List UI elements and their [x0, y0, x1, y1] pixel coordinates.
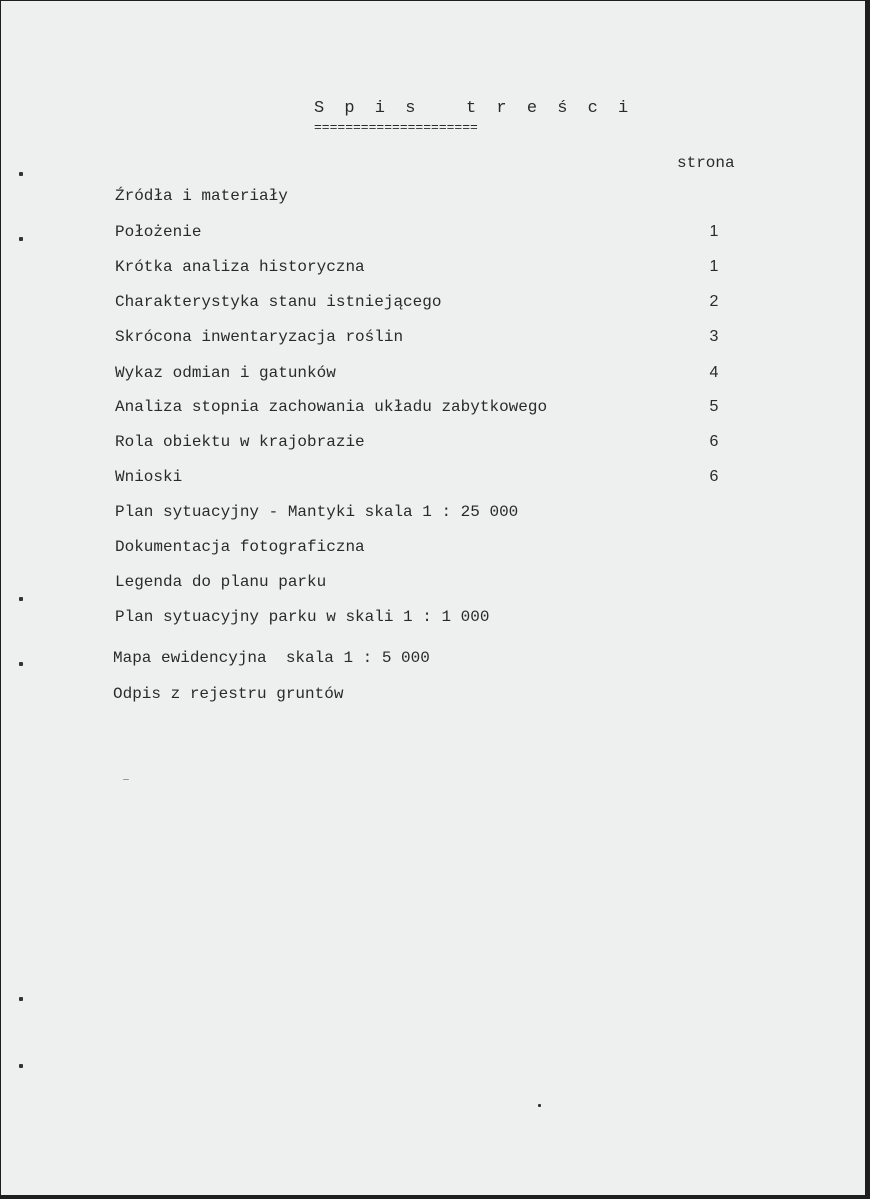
toc-entry-label: Legenda do planu parku [115, 573, 327, 591]
toc-entry-label: Skrócona inwentaryzacja roślin [115, 328, 404, 346]
page-title: S p i s t r e ś c i [314, 99, 634, 118]
toc-entry [1, 649, 865, 673]
toc-entry [1, 398, 865, 422]
toc-entry-label: Położenie [115, 223, 202, 241]
toc-entry-label: Dokumentacja fotograficzna [115, 538, 365, 556]
toc-entry [1, 608, 865, 632]
scan-mark [19, 237, 23, 241]
toc-entry [1, 328, 865, 352]
toc-entry-label: Źródła i materiały [115, 187, 288, 205]
document-page [1, 1, 865, 1195]
toc-entry-label: Plan sytuacyjny - Mantyki skala 1 : 25 000 [115, 503, 519, 521]
title-underline: ===================== [314, 120, 478, 135]
scan-mark [19, 1064, 23, 1068]
toc-entry [1, 503, 865, 527]
scan-mark [19, 597, 23, 601]
toc-entry [1, 468, 865, 492]
toc-entry-label: Rola obiektu w krajobrazie [115, 433, 365, 451]
toc-entry-page: 3 [709, 328, 719, 345]
scan-mark [19, 172, 23, 176]
toc-entry [1, 364, 865, 388]
toc-entry-label: Analiza stopnia zachowania układu zabytkowego [115, 398, 548, 416]
toc-entry-label: Mapa ewidencyjna skala 1 : 5 000 [113, 649, 430, 667]
toc-entry-page: 1 [709, 223, 719, 240]
page-column-header: strona [677, 154, 735, 172]
toc-entry-label: Krótka analiza historyczna [115, 258, 365, 276]
toc-entry [1, 573, 865, 597]
toc-entry-page: 6 [709, 468, 719, 485]
toc-entry [1, 223, 865, 247]
scan-mark [19, 997, 23, 1001]
toc-entry [1, 258, 865, 282]
toc-entry-page: 6 [709, 433, 719, 450]
toc-entry-label: Charakterystyka stanu istniejącego [115, 293, 442, 311]
toc-entry [1, 293, 865, 317]
toc-entry-label: Plan sytuacyjny parku w skali 1 : 1 000 [115, 608, 490, 626]
toc-entry [1, 538, 865, 562]
toc-entry [1, 187, 865, 211]
toc-entry [1, 433, 865, 457]
toc-entry-label: Wnioski [115, 468, 183, 486]
toc-entry-label: Odpis z rejestru gruntów [113, 685, 344, 703]
toc-entry-page: 5 [709, 398, 719, 415]
scan-mark [123, 779, 129, 780]
toc-entry-page: 4 [709, 364, 719, 381]
scan-mark [19, 662, 23, 666]
toc-entry-page: 1 [709, 258, 719, 275]
scan-mark [538, 1104, 541, 1107]
toc-entry-page: 2 [709, 293, 719, 310]
toc-entry [1, 685, 865, 709]
toc-entry-label: Wykaz odmian i gatunków [115, 364, 336, 382]
